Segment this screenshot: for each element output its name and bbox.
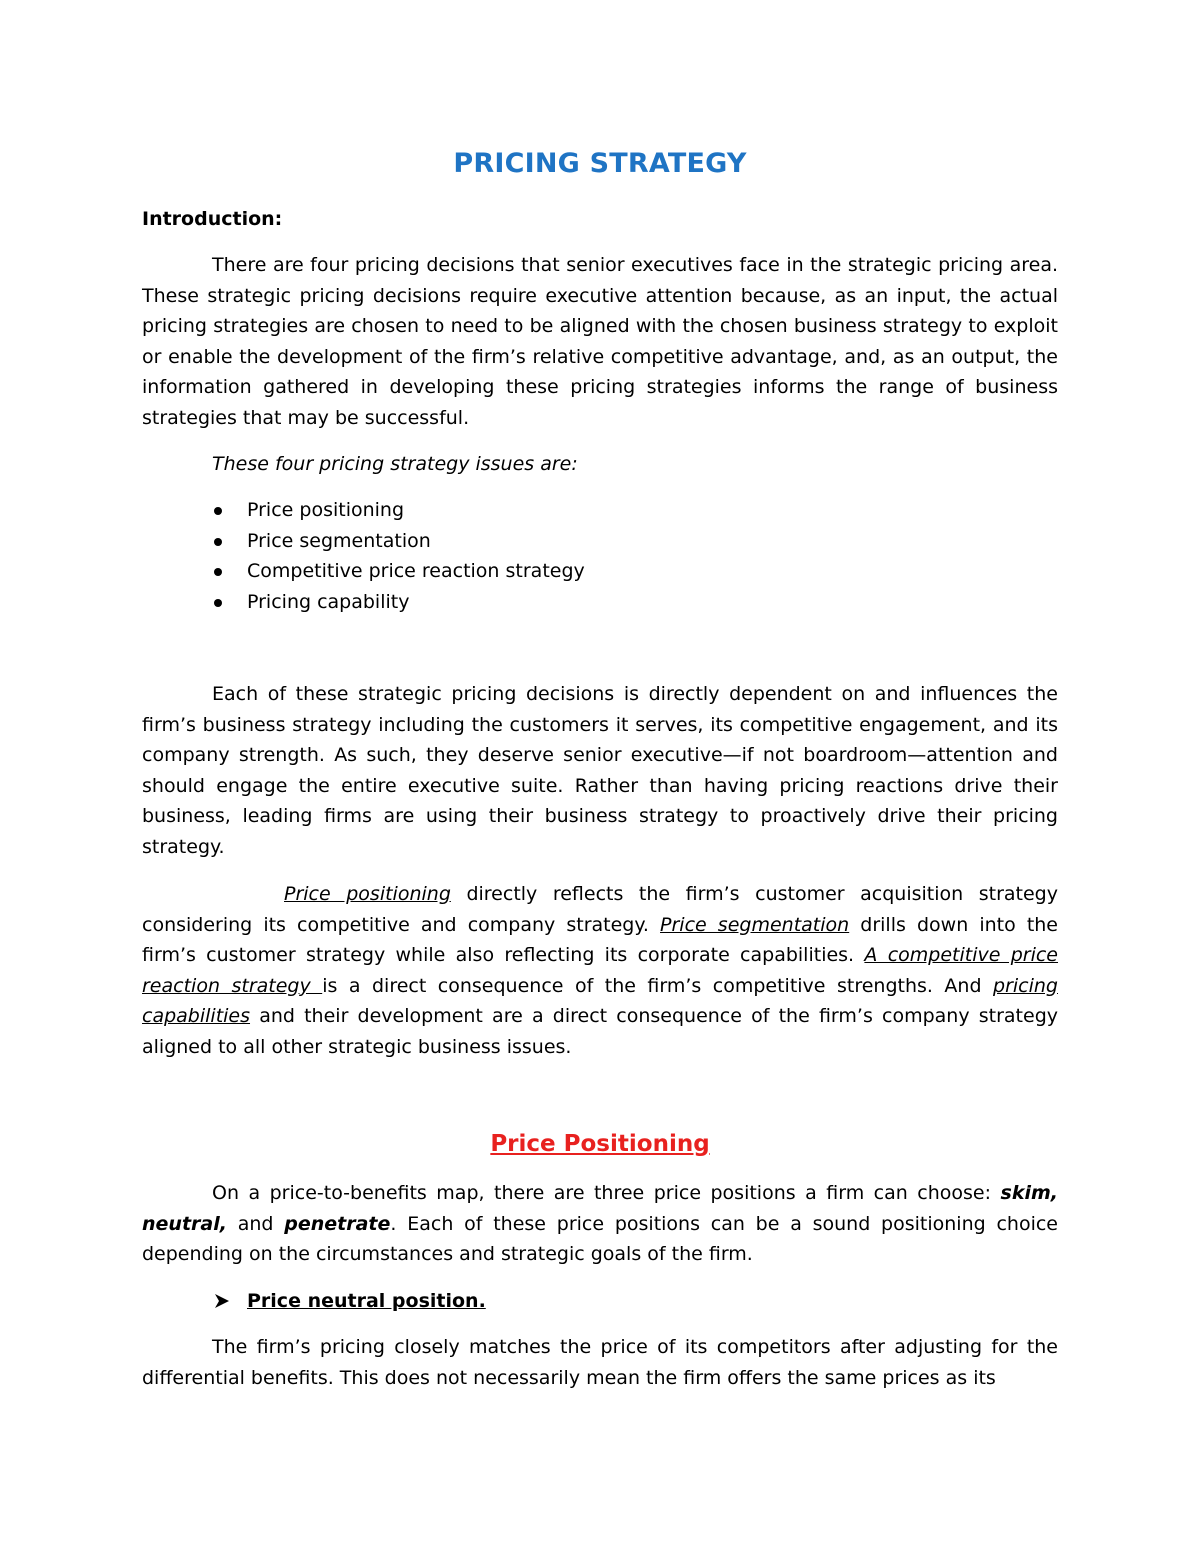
subsection-heading: Price neutral position. [247,1290,486,1312]
list-item-label: Pricing capability [247,590,410,613]
list-item [142,495,585,526]
pricing-capabilities-term: pricing capabilities [142,974,1058,1028]
issues-lead: These four pricing strategy issues are: [212,453,578,475]
list-item-label: Price positioning [247,499,405,521]
paragraph-text: drills down into the firm’s customer strategy while also reflecting its corporate capabilities. [142,913,1059,967]
list-item-label: Competitive price reaction strategy [247,560,585,583]
arrowhead-icon [212,1286,232,1316]
intro-paragraph: There are four pricing decisions that senior executives face in the strategic pricing area. These strategic pricing decisions require executive attention because, as an input, the actual pricing strategies are chosen to need to be aligned with the chosen business strategy to exploit or enable the development of the firm’s relative competitive advantage, and, as an output, the information gathered in developing these pricing strategies informs the range of business strategies that may be successful. [142,254,1058,429]
bullet-dot-icon [214,538,222,546]
paragraph-text: and [226,1212,285,1235]
bullet-dot-icon [214,507,222,515]
list-item [142,556,585,587]
paragraph-text: . Each of these price positions can be a sound positioning choice depending on the circumstances and strategic goals of the firm. [142,1212,1058,1266]
paragraph-text: On a price-to-benefits map, there are three price positions a firm can choose: [212,1182,1001,1204]
bullet-dot-icon [214,568,222,576]
intro-label: Introduction: [142,208,283,230]
price-positioning-term: Price positioning [284,883,451,905]
list-item-label: Price segmentation [247,529,431,552]
page-title: PRICING STRATEGY [453,148,747,179]
list-item [142,526,585,557]
neutral-term: neutral, [142,1212,227,1235]
paragraph-issues-detail [142,879,1058,1063]
paragraph-neutral-position: The firm’s pricing closely matches the price of its competitors after adjusting for the differential benefits. This does not necessarily mean the firm offers the same prices as its [142,1336,1058,1389]
paragraph-dependence: Each of these strategic pricing decisions is directly dependent on and influences the firm’s business strategy including the customers it serves, its competitive engagement, and its company strength. As such, they deserve senior executive—if not boardroom—attention and should engage the entire executive suite. Rather than having pricing reactions drive their business, leading firms are using their business strategy to proactively drive their pricing strategy. [142,683,1058,858]
list-item [142,587,585,618]
paragraph-text: is a direct consequence of the firm’s competitive strengths. And [322,974,994,997]
penetrate-term: penetrate [284,1212,391,1235]
paragraph-text: directly reflects the firm’s customer acquisition strategy considering its competitive and company strategy. [142,883,1058,936]
skim-term: skim, [1000,1182,1058,1204]
competitive-reaction-term: A competitive price reaction strategy [142,944,1059,997]
bullet-dot-icon [214,599,222,607]
paragraph-positions [142,1178,1058,1270]
price-segmentation-term: Price segmentation [660,913,850,936]
paragraph-text: and their development are a direct consequence of the firm’s company strategy aligned to all other strategic business issues. [142,1005,1058,1058]
section-title: Price Positioning [490,1131,710,1157]
issues-list [142,495,585,617]
